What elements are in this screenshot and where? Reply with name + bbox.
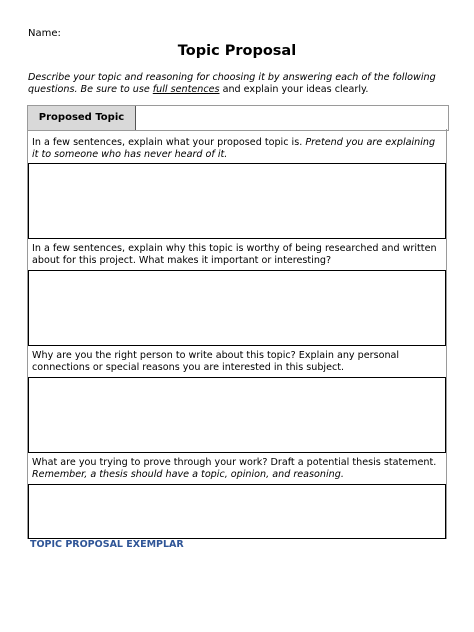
question-1-italic: Pretend you are explaining it to someone who has never heard of it.: [32, 137, 436, 160]
question-1-text: In a few sentences, explain what your proposed topic is.: [32, 137, 306, 148]
question-2-answer-box[interactable]: [28, 270, 446, 346]
question-4-prompt: [32, 457, 442, 480]
page-title: Topic Proposal: [177, 43, 297, 59]
instructions: [28, 72, 453, 95]
question-3-text: Why are you the right person to write about this topic? Explain any personal connections or special reasons you are interested in this subject.: [32, 350, 400, 373]
question-4-italic: Remember, a thesis should have a topic, opinion, and reasoning.: [32, 468, 344, 480]
question-2-prompt: [32, 243, 442, 266]
question-3-answer-box[interactable]: [28, 377, 446, 453]
name-label: Name:: [28, 28, 61, 39]
question-2-text: In a few sentences, explain why this topic is worthy of being researched and written about for this project. What makes it important or interesting?: [32, 243, 437, 266]
instructions-underlined: full sentences: [152, 83, 220, 95]
question-4-text: What are you trying to prove through your work? Draft a potential thesis statement.: [32, 457, 437, 468]
proposed-topic-input[interactable]: [136, 106, 448, 130]
question-1-answer-box[interactable]: [28, 163, 446, 239]
exemplar-heading: TOPIC PROPOSAL EXEMPLAR: [30, 539, 184, 550]
proposed-topic-row: [27, 105, 449, 131]
instructions-text-2: and explain your ideas clearly.: [219, 83, 369, 95]
question-3-prompt: [32, 350, 442, 373]
question-1-prompt: [32, 137, 442, 160]
question-4-answer-box[interactable]: [28, 484, 446, 539]
instructions-text-1: Describe your topic and reasoning for choosing it by answering each of the following questions. Be sure to use: [28, 72, 436, 95]
proposed-topic-label: Proposed Topic: [28, 106, 136, 130]
